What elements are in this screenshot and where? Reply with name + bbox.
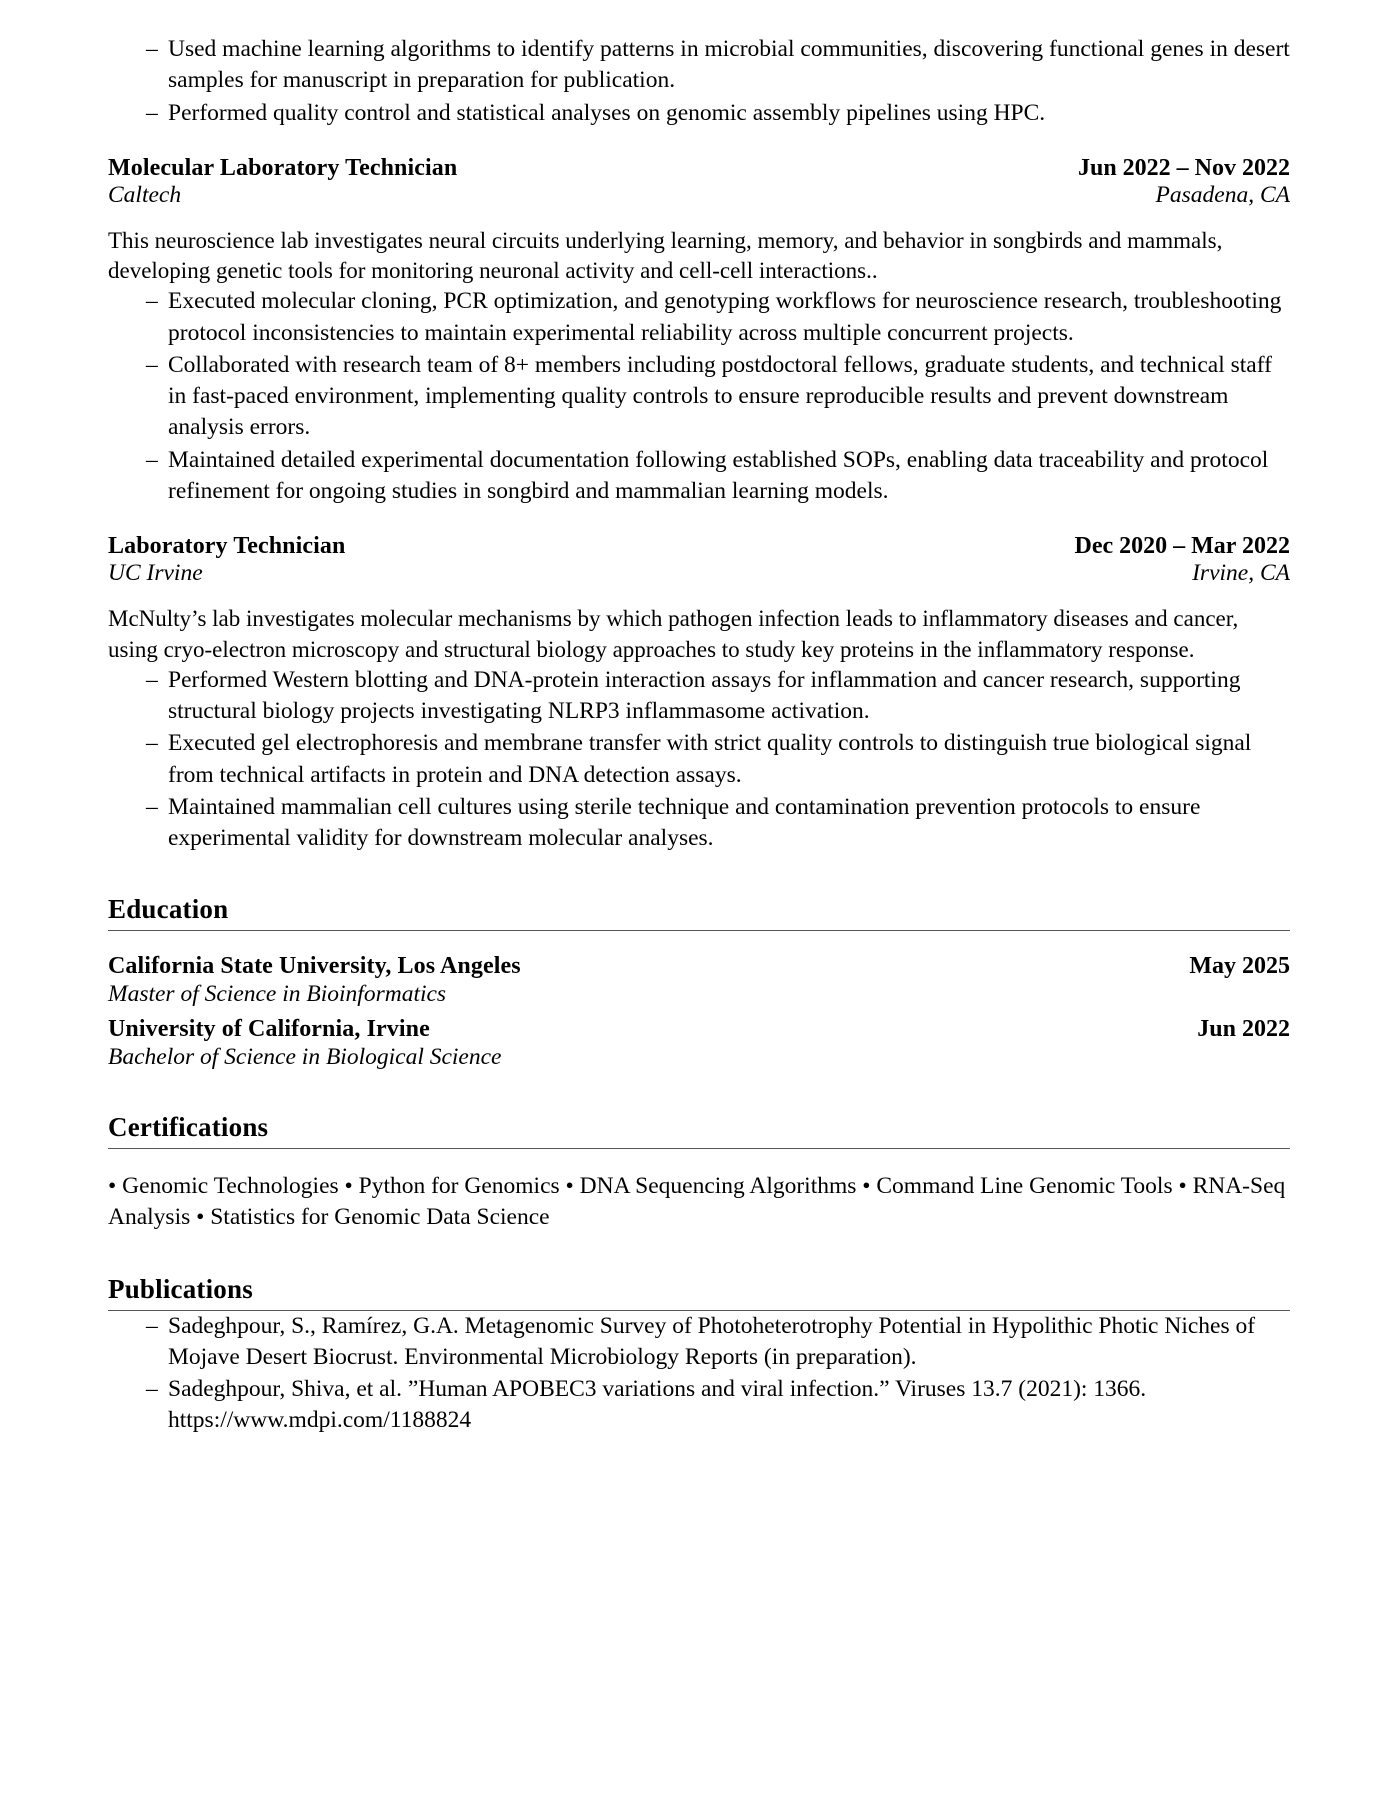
bullet-text: Executed gel electrophoresis and membrane transfer with strict quality controls to distinguish true biological signal from technical artifacts in protein and DNA detection assays.	[168, 730, 1252, 788]
entry-org-row	[108, 182, 1290, 209]
graduation-date: Jun 2022	[1197, 1015, 1290, 1042]
bullet-text: Performed quality control and statistical analyses on genomic assembly pipelines using HPC.	[168, 99, 1046, 126]
entry-title-row	[108, 155, 1290, 182]
section-heading-certifications: Certifications	[108, 1112, 269, 1143]
bullet-text: Maintained detailed experimental documentation following established SOPs, enabling data traceability and protocol refinement for ongoing studies in songbird and mammalian learning models.	[168, 446, 1269, 504]
degree-name: Bachelor of Science in Biological Science	[108, 1043, 502, 1070]
publications-list	[108, 1311, 1290, 1437]
experience-entry	[108, 533, 1290, 854]
job-title: Molecular Laboratory Technician	[108, 154, 458, 181]
bullet-text: Sadeghpour, Shiva, et al. ”Human APOBEC3 variations and viral infection.” Viruses 13.7 (2021): 1366. https://www.mdpi.com/1188824	[168, 1376, 1147, 1434]
list-item	[128, 665, 1290, 728]
section-heading-education: Education	[108, 894, 229, 925]
continued-bullet-list	[108, 34, 1290, 129]
job-organization: Caltech	[108, 181, 182, 208]
bullet-dash-marker: –	[146, 288, 158, 315]
list-item	[128, 1311, 1290, 1374]
job-bullet-list	[108, 665, 1290, 855]
bullet-dash-marker: –	[146, 666, 158, 693]
bullet-text: Maintained mammalian cell cultures using sterile technique and contamination prevention protocols to ensure experimental validity for downstream molecular analyses.	[168, 793, 1201, 852]
education-section	[108, 894, 1290, 1072]
bullet-text: Collaborated with research team of 8+ members including postdoctoral fellows, graduate students, and technical staff in fast-paced environment, implementing quality controls to ensure reproducible results and prevent downstream analysis errors.	[168, 351, 1272, 441]
school-name: California State University, Los Angeles	[108, 953, 521, 980]
bullet-dash-marker: –	[146, 446, 158, 473]
entry-org-row	[108, 560, 1290, 587]
certifications-section	[108, 1112, 1290, 1234]
job-title: Laboratory Technician	[108, 533, 346, 560]
list-item	[128, 350, 1290, 444]
bullet-text: Used machine learning algorithms to identify patterns in microbial communities, discovering functional genes in desert samples for manuscript in preparation for publication.	[168, 36, 1290, 94]
section-divider	[108, 930, 1290, 931]
experience-entry	[108, 155, 1290, 507]
bullet-text: Executed molecular cloning, PCR optimization, and genotyping workflows for neuroscience research, troubleshooting protocol inconsistencies to maintain experimental reliability across multiple concurrent projects.	[168, 288, 1282, 346]
bullet-dash-marker: –	[146, 1312, 158, 1339]
bullet-dash-marker: –	[146, 99, 158, 126]
job-dates: Dec 2020 – Mar 2022	[1074, 533, 1290, 560]
list-item	[128, 98, 1290, 129]
list-item	[128, 286, 1290, 349]
list-item	[128, 34, 1290, 97]
graduation-date: May 2025	[1189, 953, 1290, 980]
education-school-row	[108, 1016, 1290, 1043]
list-item	[128, 445, 1290, 508]
degree-name: Master of Science in Bioinformatics	[108, 981, 447, 1008]
education-entries	[108, 953, 1290, 1072]
publications-section	[108, 1274, 1290, 1437]
experience-section	[108, 155, 1290, 855]
school-name: University of California, Irvine	[108, 1015, 430, 1042]
education-entry	[108, 1016, 1290, 1072]
education-school-row	[108, 953, 1290, 980]
bullet-text: Performed Western blotting and DNA-protein interaction assays for inflammation and cancer research, supporting structural biology projects investigating NLRP3 inflammasome activation.	[168, 666, 1241, 725]
list-item	[128, 728, 1290, 791]
certifications-list: • Genomic Technologies • Python for Genomics • DNA Sequencing Algorithms • Command Line Genomic Tools • RNA-Seq Analysis • Statistics for Genomic Data Science	[108, 1173, 1286, 1231]
bullet-dash-marker: –	[146, 1376, 158, 1403]
job-dates: Jun 2022 – Nov 2022	[1077, 154, 1290, 181]
bullet-dash-marker: –	[146, 36, 158, 62]
section-divider	[108, 1148, 1290, 1149]
job-bullet-list	[108, 286, 1290, 507]
list-item	[128, 1374, 1290, 1437]
entry-title-row	[108, 533, 1290, 560]
job-location: Irvine, CA	[1192, 560, 1290, 587]
job-location: Pasadena, CA	[1155, 181, 1290, 208]
job-organization: UC Irvine	[108, 560, 203, 587]
bullet-dash-marker: –	[146, 351, 158, 378]
job-summary: This neuroscience lab investigates neural circuits underlying learning, memory, and behavior in songbirds and mammals, developing genetic tools for monitoring neuronal activity and cell-cell interactions..	[108, 227, 1223, 284]
bullet-text: Sadeghpour, S., Ramírez, G.A. Metagenomic Survey of Photoheterotrophy Potential in Hypolithic Photic Niches of Mojave Desert Biocrust. Environmental Microbiology Reports (in preparation).	[168, 1312, 1256, 1370]
job-summary: McNulty’s lab investigates molecular mechanisms by which pathogen infection leads to inflammatory diseases and cancer, using cryo-electron microscopy and structural biology approaches to study key proteins in the inflammatory response.	[108, 606, 1239, 662]
section-heading-publications: Publications	[108, 1273, 253, 1304]
list-item	[128, 792, 1290, 855]
education-entry	[108, 953, 1290, 1009]
bullet-dash-marker: –	[146, 730, 158, 757]
bullet-dash-marker: –	[146, 793, 158, 820]
